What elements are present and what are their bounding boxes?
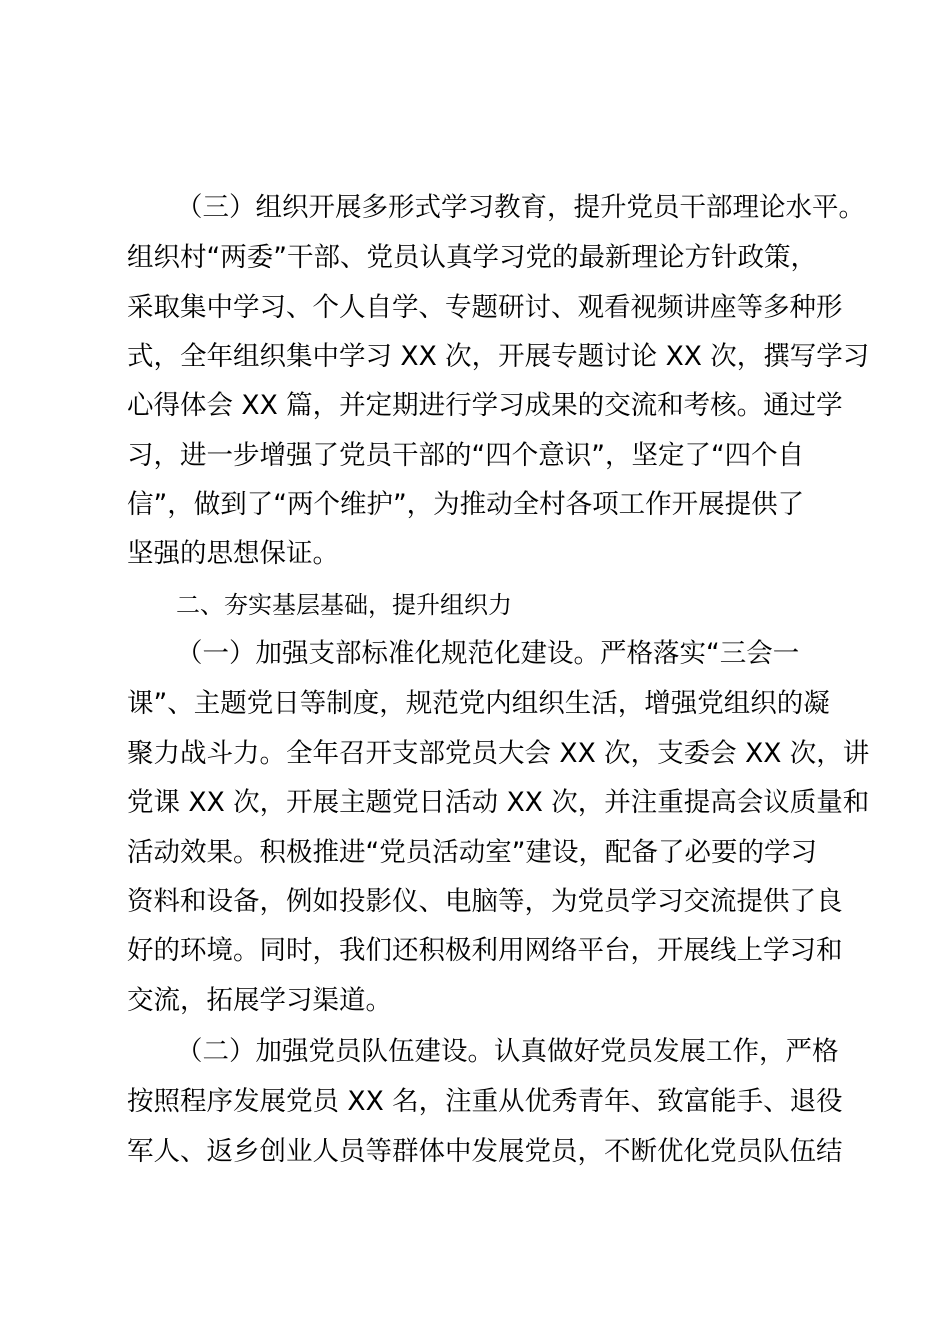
section3-line-6: 习，进一步增强了党员干部的“四个意识”，坚定了“四个自 <box>127 440 805 471</box>
section3-line-8: 坚强的思想保证。 <box>127 538 339 569</box>
sub1-line-2: 课”、主题党日等制度，规范党内组织生活，增强党组织的凝 <box>127 688 830 719</box>
sub1-line-5: 活动效果。积极推进“党员活动室”建设，配备了必要的学习 <box>127 837 817 868</box>
sub1-line-4: 党课 XX 次，开展主题党日活动 XX 次，并注重提高会议质量和 <box>127 787 870 818</box>
section3-line-4: 式，全年组织集中学习 XX 次，开展专题讨论 XX 次，撰写学习 <box>127 341 870 372</box>
sub1-line-1: （一）加强支部标准化规范化建设。严格落实“三会一 <box>176 638 800 669</box>
sub2-line-3: 军人、返乡创业人员等群体中发展党员，不断优化党员队伍结 <box>127 1136 843 1167</box>
sub1-line-7: 好的环境。同时，我们还积极利用网络平台，开展线上学习和 <box>127 935 843 966</box>
section3-line-7: 信”，做到了“两个维护”，为推动全村各项工作开展提供了 <box>127 489 805 520</box>
section-heading-2: 二、夯实基层基础，提升组织力 <box>176 591 512 619</box>
section3-line-5: 心得体会 XX 篇，并定期进行学习成果的交流和考核。通过学 <box>127 390 843 421</box>
section3-line-1: （三）组织开展多形式学习教育，提升党员干部理论水平。 <box>176 192 865 223</box>
sub1-line-8: 交流，拓展学习渠道。 <box>127 985 392 1016</box>
sub1-line-6: 资料和设备，例如投影仪、电脑等，为党员学习交流提供了良 <box>127 886 843 917</box>
section3-line-2: 组织村“两委”干部、党员认真学习党的最新理论方针政策， <box>127 242 817 273</box>
section3-line-3: 采取集中学习、个人自学、专题研讨、观看视频讲座等多种形 <box>127 292 843 323</box>
sub2-line-1: （二）加强党员队伍建设。认真做好党员发展工作，严格 <box>176 1036 839 1067</box>
sub2-line-2: 按照程序发展党员 XX 名，注重从优秀青年、致富能手、退役 <box>127 1086 843 1117</box>
sub1-line-3: 聚力战斗力。全年召开支部党员大会 XX 次，支委会 XX 次，讲 <box>127 738 870 769</box>
